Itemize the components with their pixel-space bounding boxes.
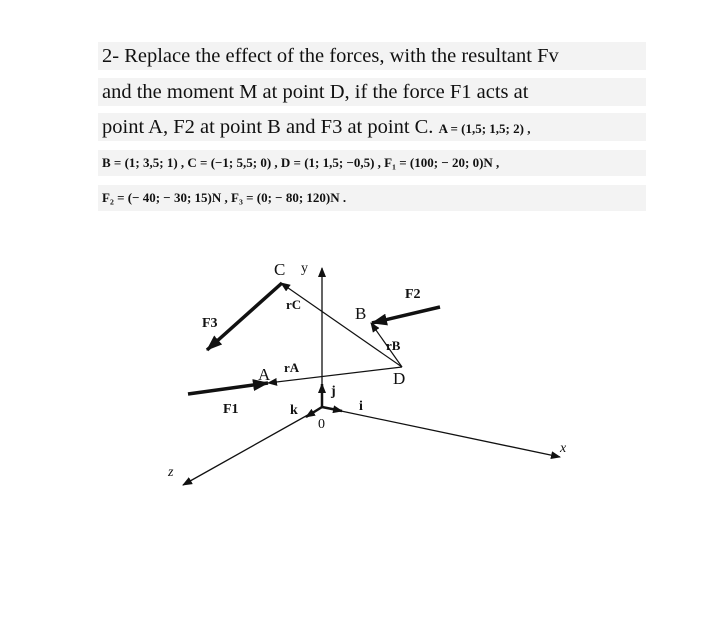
- label-z-axis: z: [168, 465, 174, 480]
- force-F1-arrow: [188, 383, 268, 394]
- label-point-C: C: [274, 260, 286, 279]
- problem-line-2: and the moment M at point D, if the force F1 acts at: [98, 78, 646, 106]
- label-rC: rC: [286, 297, 302, 312]
- point-a-formula: A = (1,5; 1,5; 2) ,: [438, 121, 531, 136]
- label-unit-k: k: [290, 403, 298, 418]
- label-F2: F2: [405, 287, 421, 302]
- label-rB: rB: [386, 338, 401, 353]
- problem-line-5: F₂ = (− 40; − 30; 15)N , F₃ = (0; − 80; 120)N .: [98, 185, 646, 211]
- position-vector-rC: [281, 283, 402, 367]
- label-F3: F3: [202, 316, 218, 331]
- label-y-axis: y: [301, 261, 308, 276]
- unit-vector-k: [306, 407, 322, 417]
- force-F3-arrow: [207, 283, 282, 350]
- x-axis: [322, 407, 560, 457]
- label-point-D: D: [393, 369, 406, 388]
- problem-line-4: B = (1; 3,5; 1) , C = (−1; 5,5; 0) , D = (1; 1,5; −0,5) , F₁ = (100; − 20; 0)N ,: [98, 150, 646, 176]
- label-F1: F1: [223, 402, 239, 417]
- unit-vector-i: [322, 407, 342, 411]
- force-F2-arrow: [372, 307, 440, 323]
- label-unit-j: j: [331, 384, 336, 399]
- z-axis: [183, 407, 322, 485]
- label-point-A: A: [258, 365, 271, 384]
- label-origin: 0: [318, 417, 325, 432]
- label-unit-i: i: [359, 399, 363, 414]
- problem-line-1: 2- Replace the effect of the forces, with the resultant Fv: [98, 42, 646, 70]
- label-point-B: B: [355, 304, 367, 323]
- label-rA: rA: [284, 360, 300, 375]
- label-x-axis: x: [560, 441, 567, 456]
- problem-line-3-text: point A, F2 at point B and F3 at point C.: [102, 116, 434, 138]
